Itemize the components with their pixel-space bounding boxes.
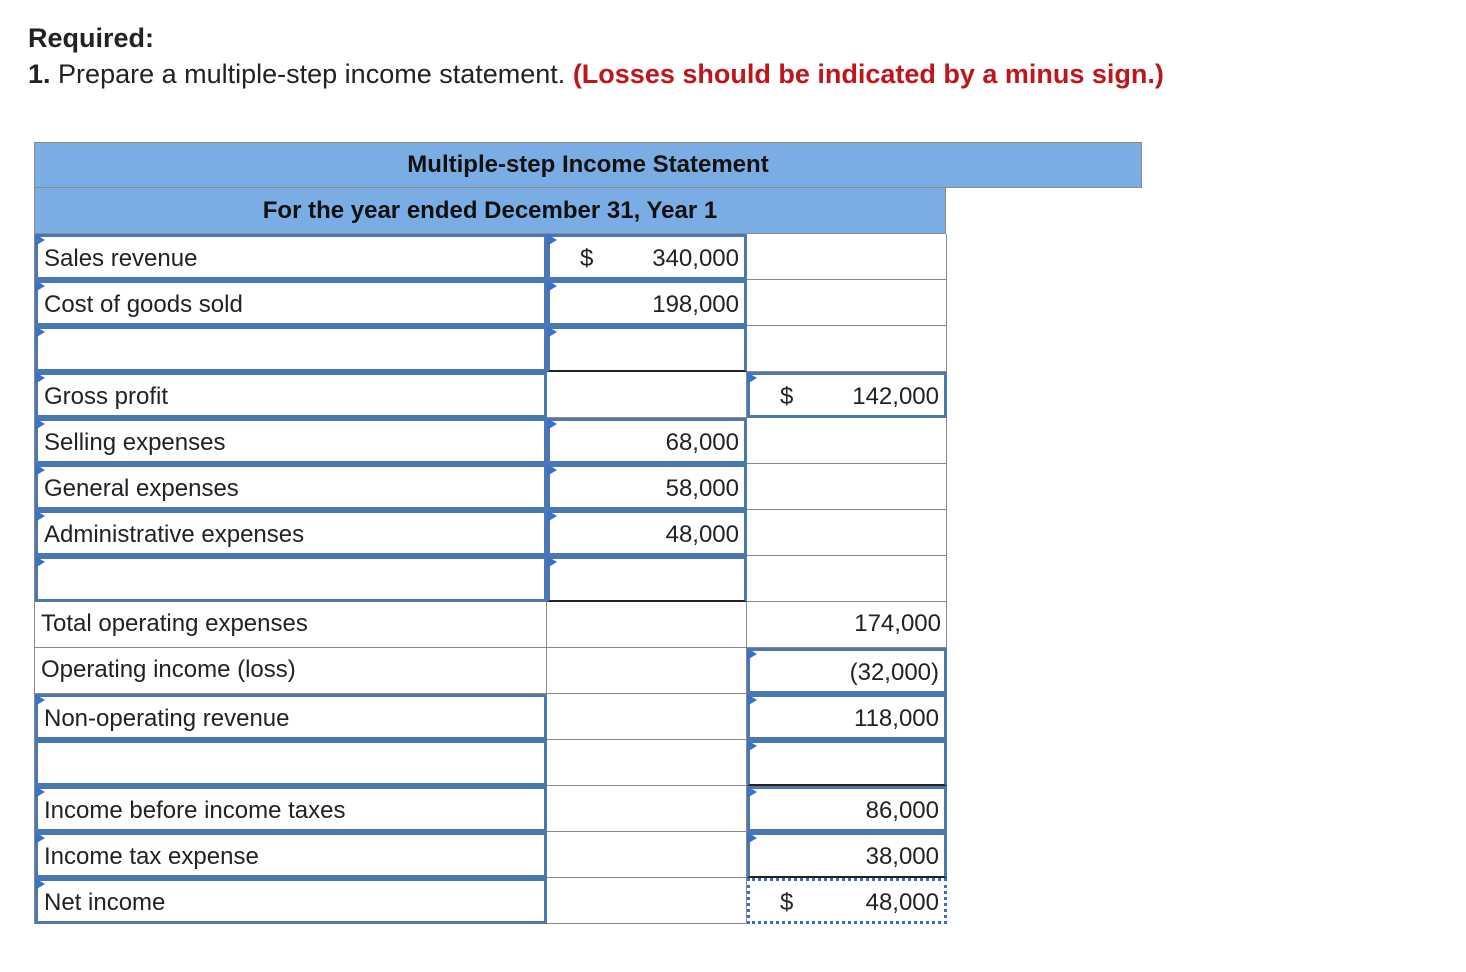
row-label-input[interactable] [35, 326, 547, 372]
row-label-input[interactable]: Income before income taxes [35, 786, 547, 832]
total-input[interactable] [747, 740, 947, 786]
total-cell [747, 326, 947, 372]
table-row [35, 280, 947, 326]
amount-cell [547, 832, 747, 878]
amount-cell [547, 372, 747, 418]
total-cell [747, 510, 947, 556]
row-label-input[interactable]: Administrative expenses [35, 510, 547, 556]
table-row [35, 786, 947, 832]
amount-input[interactable]: 48,000 [547, 510, 747, 556]
amount-input[interactable]: 198,000 [547, 280, 747, 326]
amount-cell [547, 878, 747, 924]
total-cell [747, 464, 947, 510]
table-row [35, 694, 947, 740]
row-label-input[interactable]: Non-operating revenue [35, 694, 547, 740]
question-block [28, 20, 1164, 92]
amount-cell [547, 694, 747, 740]
row-label-input[interactable]: General expenses [35, 464, 547, 510]
table-row [35, 740, 947, 786]
question-text: Prepare a multiple-step income statement. [58, 59, 566, 89]
required-heading: Required: [28, 23, 155, 53]
question-number: 1. [28, 59, 51, 89]
row-label: Operating income (loss) [35, 648, 547, 694]
table-row [35, 464, 947, 510]
row-label-input[interactable]: Selling expenses [35, 418, 547, 464]
total-cell [747, 234, 947, 280]
question-note: (Losses should be indicated by a minus sign.) [572, 59, 1164, 89]
table-row [35, 832, 947, 878]
row-label-input[interactable]: Net income [35, 878, 547, 924]
table-row [35, 648, 947, 694]
table-row [35, 878, 947, 924]
total-input[interactable]: 86,000 [747, 786, 947, 832]
amount-cell [547, 786, 747, 832]
total-input[interactable]: (32,000) [747, 648, 947, 694]
statement-period: For the year ended December 31, Year 1 [34, 188, 946, 234]
row-label-input[interactable] [35, 740, 547, 786]
total-input[interactable]: 118,000 [747, 694, 947, 740]
amount-input[interactable] [547, 326, 747, 372]
amount-input[interactable] [547, 556, 747, 602]
dollar-sign: $ [780, 383, 794, 410]
amount-cell [547, 602, 747, 648]
row-label-input[interactable] [35, 556, 547, 602]
total-cell [747, 418, 947, 464]
table-row [35, 418, 947, 464]
table-row [35, 326, 947, 372]
row-label-input[interactable]: Cost of goods sold [35, 280, 547, 326]
income-statement-grid [34, 234, 947, 924]
net-income-input[interactable]: $ 48,000 [747, 878, 947, 924]
dollar-sign: $ [780, 889, 794, 916]
amount-input[interactable]: $ 340,000 [547, 234, 747, 280]
table-row [35, 372, 947, 418]
amount-cell [547, 740, 747, 786]
table-row [35, 556, 947, 602]
row-label: Total operating expenses [35, 602, 547, 648]
table-row [35, 510, 947, 556]
amount-cell [547, 648, 747, 694]
row-label-input[interactable]: Sales revenue [35, 234, 547, 280]
dollar-sign: $ [580, 245, 594, 272]
total-input[interactable]: 38,000 [747, 832, 947, 878]
table-row [35, 602, 947, 648]
statement-title: Multiple-step Income Statement [34, 142, 1142, 188]
total-cell: 174,000 [747, 602, 947, 648]
row-label-input[interactable]: Income tax expense [35, 832, 547, 878]
amount-input[interactable]: 58,000 [547, 464, 747, 510]
table-row [35, 234, 947, 280]
total-input[interactable]: $ 142,000 [747, 372, 947, 418]
question-line [28, 56, 1164, 92]
total-cell [747, 280, 947, 326]
total-cell [747, 556, 947, 602]
row-label-input[interactable]: Gross profit [35, 372, 547, 418]
amount-input[interactable]: 68,000 [547, 418, 747, 464]
